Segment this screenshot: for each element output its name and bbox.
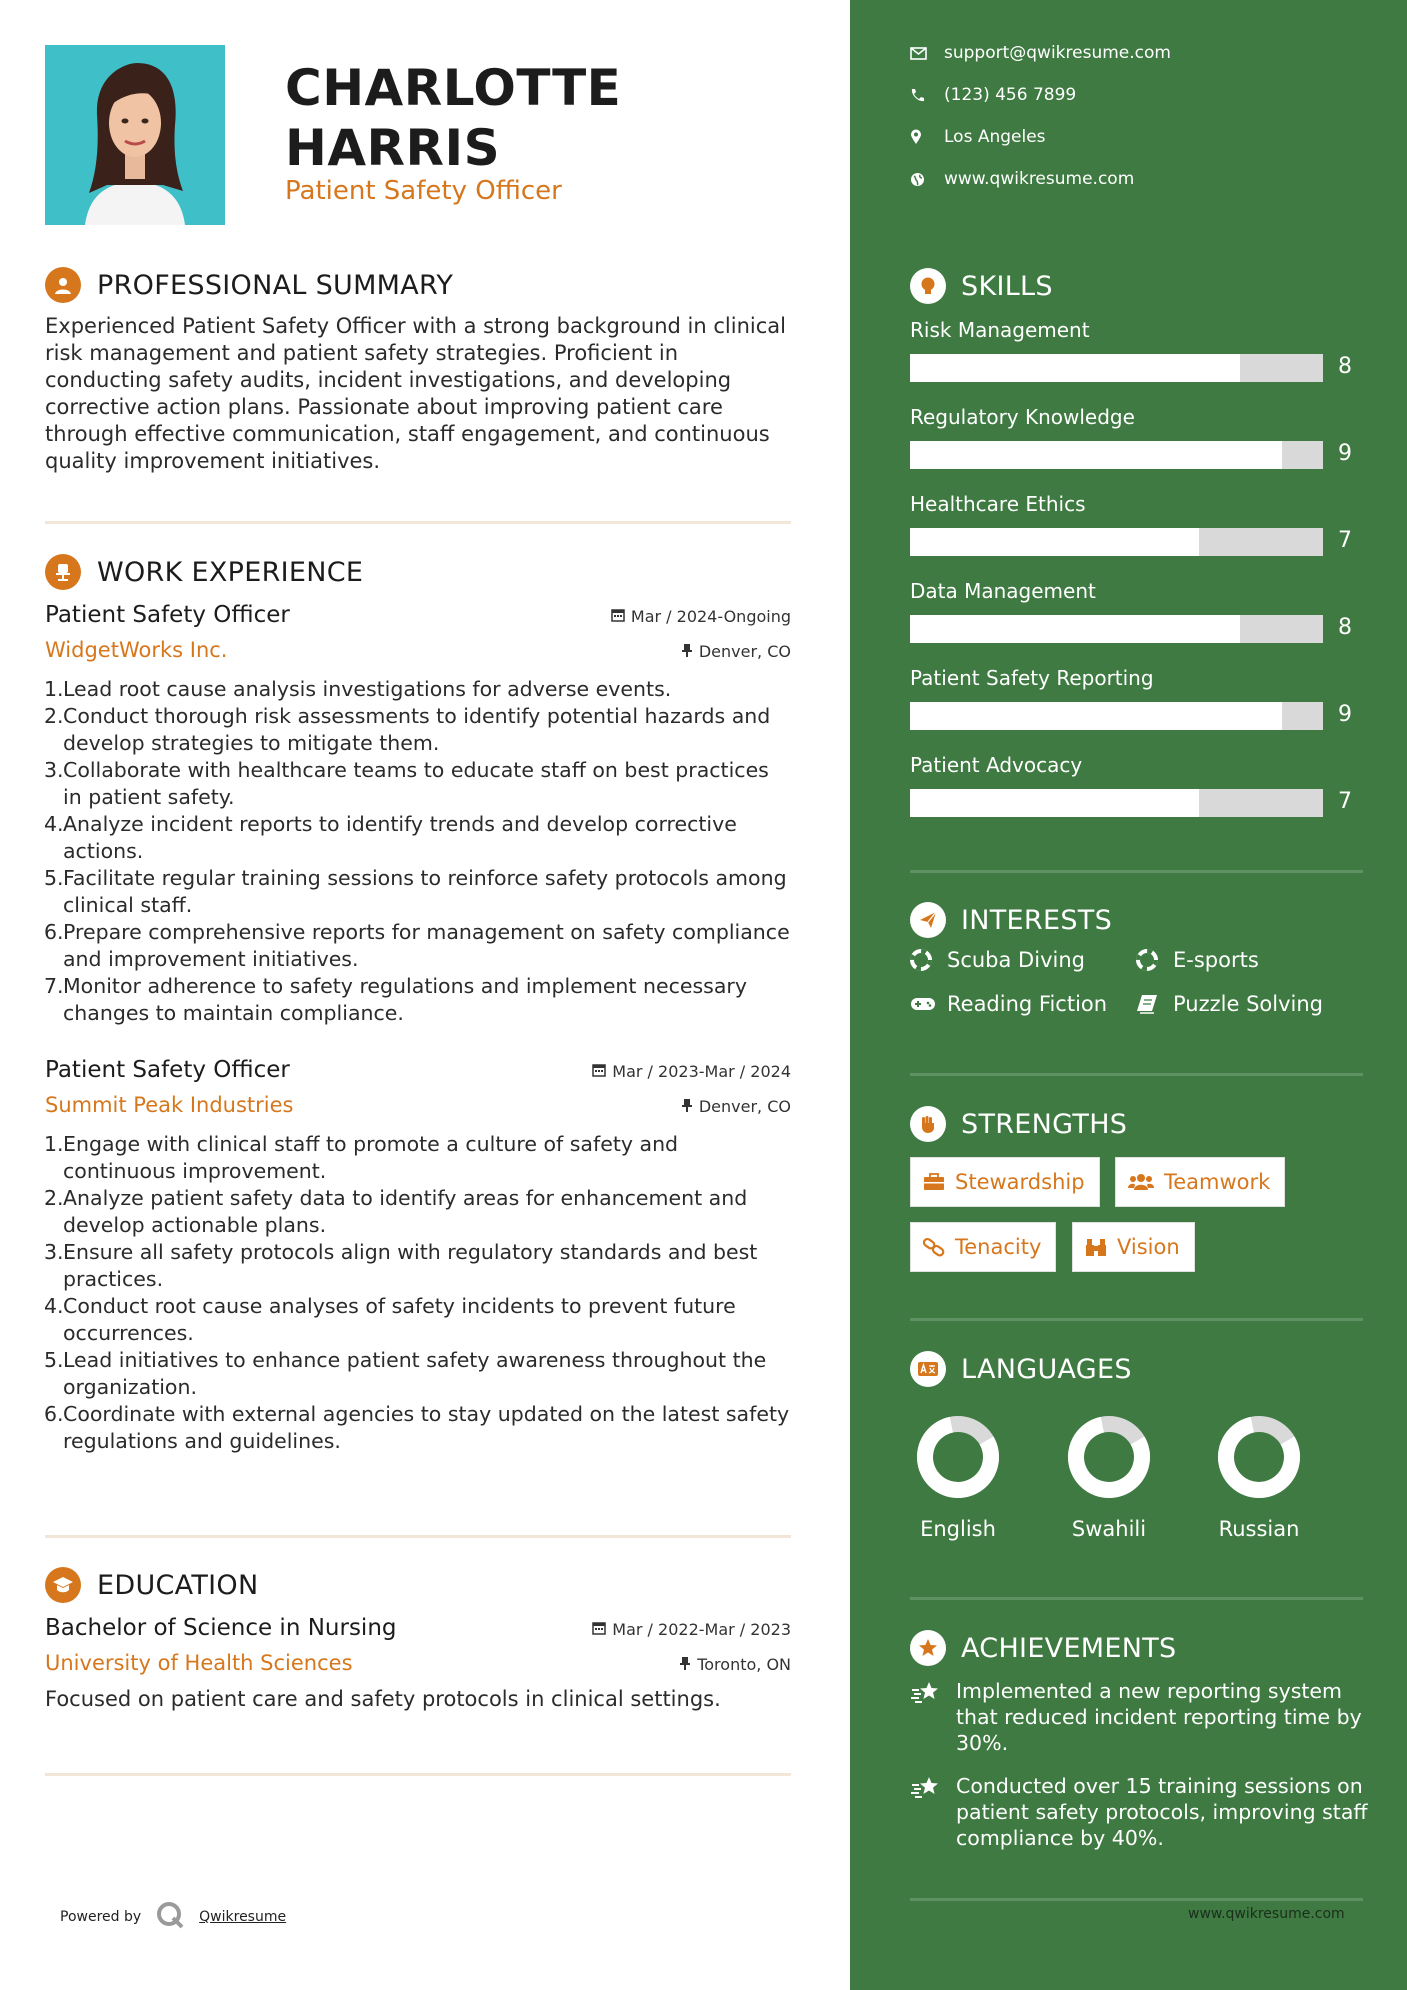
phone-icon [910, 88, 944, 103]
school: University of Health Sciences [45, 1651, 353, 1675]
link-icon [923, 1237, 945, 1257]
book-icon [1136, 994, 1173, 1014]
calendar-icon [592, 1062, 606, 1081]
divider [45, 521, 791, 524]
envelope-icon [910, 47, 944, 60]
skill-bar-fill [910, 702, 1282, 730]
graduation-cap-icon [45, 1567, 81, 1603]
skill-bar [910, 702, 1323, 730]
list-item: 7. Monitor adherence to safety regulations and implement necessary changes to maintain compliance. [44, 974, 747, 1025]
strength-badge: Teamwork [1115, 1157, 1285, 1207]
briefcase-icon [923, 1173, 945, 1191]
divider [45, 1535, 791, 1538]
pin-icon [681, 1097, 693, 1116]
language-ring [1217, 1415, 1301, 1499]
calendar-icon [611, 607, 625, 626]
list-item: 4. Conduct root cause analyses of safety incidents to prevent future occurrences. [44, 1294, 736, 1345]
job-title: Patient Safety Officer [45, 602, 290, 628]
divider [45, 1773, 791, 1776]
skill-bar [910, 354, 1323, 382]
list-item: 5. Lead initiatives to enhance patient safety awareness throughout the organization. [44, 1348, 767, 1399]
skill-label: Regulatory Knowledge [910, 405, 1135, 429]
star-badge-icon [910, 1630, 946, 1666]
skill-value: 9 [1338, 702, 1352, 727]
skill-bar [910, 789, 1323, 817]
candidate-title: Patient Safety Officer [285, 176, 562, 206]
profile-photo [45, 45, 225, 225]
lightbulb-icon [910, 268, 946, 304]
achievements-header [910, 1628, 1177, 1668]
list-item: 4. Analyze incident reports to identify trends and develop corrective actions. [44, 812, 737, 863]
job-date: Mar / 2024-Ongoing [611, 607, 791, 626]
achievement-item: Conducted over 15 training sessions on patient safety protocols, improving staff compliance by 40%. [910, 1773, 1370, 1851]
skill-bar-fill [910, 528, 1199, 556]
education-entry [45, 1615, 791, 1711]
language-icon [910, 1351, 946, 1387]
skill-label: Patient Safety Reporting [910, 666, 1154, 690]
globe-icon [910, 172, 944, 187]
skill-bar [910, 441, 1323, 469]
strengths-heading: STRENGTHS [961, 1108, 1128, 1140]
education-description: Focused on patient care and safety protocols in clinical settings. [45, 1687, 721, 1711]
list-item: 5. Facilitate regular training sessions to reinforce safety protocols among clinical staff. [44, 866, 787, 917]
skill-value: 9 [1338, 441, 1352, 466]
contact-website: www.qwikresume.com [910, 169, 1134, 189]
skill-bar [910, 528, 1323, 556]
language-ring [916, 1415, 1000, 1499]
interest-item: E-sports [1136, 948, 1259, 972]
list-item: 2. Conduct thorough risk assessments to identify potential hazards and develop strategies to mitigate them. [44, 704, 771, 755]
languages-heading: LANGUAGES [961, 1353, 1132, 1385]
strengths-header [910, 1104, 1127, 1144]
job-company: WidgetWorks Inc. [45, 638, 228, 662]
skill-label: Risk Management [910, 318, 1090, 342]
achievements-heading: ACHIEVEMENTS [961, 1632, 1177, 1664]
language-name: Swahili [1071, 1517, 1147, 1541]
name-line-2: HARRIS [285, 119, 501, 177]
strength-badge: Vision [1072, 1222, 1195, 1272]
strength-badge: Stewardship [910, 1157, 1100, 1207]
list-item: 3. Collaborate with healthcare teams to educate staff on best practices in patient safety. [44, 758, 769, 809]
sidebar [850, 0, 1407, 1990]
user-icon [45, 267, 81, 303]
interests-header [910, 900, 1112, 940]
shooting-star-icon [910, 1678, 956, 1756]
skill-bar-fill [910, 789, 1199, 817]
gamepad-icon [910, 996, 947, 1012]
summary-text: Experienced Patient Safety Officer with a strong background in clinical risk management and patient safety strategies. Proficient in conducting safety audits, incident investigations, and developing corrective action plans. Passionate about improving patient care through effective communication, staff engagement, and continuous quality improvement initiatives. [45, 314, 786, 473]
divider [910, 1318, 1363, 1321]
skill-bar-fill [910, 354, 1240, 382]
job-title: Patient Safety Officer [45, 1057, 290, 1083]
strength-badge: Tenacity [910, 1222, 1056, 1272]
skill-bar-fill [910, 441, 1282, 469]
language-item [908, 1415, 1008, 1541]
experience-heading: WORK EXPERIENCE [97, 556, 364, 588]
job-duties [45, 676, 791, 1027]
skill-value: 7 [1338, 528, 1352, 553]
job-location: Denver, CO [681, 642, 791, 661]
binoculars-icon [1085, 1237, 1107, 1257]
life-ring-icon [1136, 949, 1173, 971]
list-item: 2. Analyze patient safety data to identify areas for enhancement and develop actionable plans. [44, 1186, 748, 1237]
brand-link[interactable]: Qwikresume [199, 1909, 287, 1925]
users-icon [1128, 1173, 1154, 1191]
language-ring [1067, 1415, 1151, 1499]
interest-item: Scuba Diving [910, 948, 1085, 972]
pin-icon [679, 1655, 691, 1674]
skill-value: 8 [1338, 615, 1352, 640]
interest-item: Reading Fiction [910, 992, 1107, 1016]
fist-icon [910, 1106, 946, 1142]
summary-heading: PROFESSIONAL SUMMARY [97, 269, 454, 301]
skill-label: Patient Advocacy [910, 753, 1083, 777]
list-item: 6. Prepare comprehensive reports for management on safety compliance and improvement initiatives. [44, 920, 790, 971]
interests-heading: INTERESTS [961, 904, 1113, 936]
languages-header [910, 1349, 1132, 1389]
list-item: 1. Engage with clinical staff to promote a culture of safety and continuous improvement. [44, 1132, 679, 1183]
education-location: Toronto, ON [679, 1655, 791, 1674]
shooting-star-icon [910, 1773, 956, 1851]
divider [910, 870, 1363, 873]
map-marker-icon [910, 129, 944, 145]
list-item: 3. Ensure all safety protocols align with regulatory standards and best practices. [44, 1240, 758, 1291]
contact-phone: (123) 456 7899 [910, 85, 1076, 105]
powered-by [60, 1900, 286, 1934]
powered-by-label: Powered by [60, 1909, 142, 1925]
skill-bar [910, 615, 1323, 643]
job-company: Summit Peak Industries [45, 1093, 294, 1117]
divider [910, 1073, 1363, 1076]
experience-section [45, 552, 791, 1455]
language-item [1209, 1415, 1309, 1541]
degree: Bachelor of Science in Nursing [45, 1615, 397, 1641]
skill-bar-fill [910, 615, 1240, 643]
qwikresume-logo-icon [155, 1900, 185, 1934]
language-name: English [920, 1517, 996, 1541]
skills-heading: SKILLS [961, 270, 1053, 302]
divider [910, 1898, 1363, 1901]
candidate-name [285, 58, 621, 178]
portrait-image [45, 45, 225, 225]
summary-section [45, 265, 791, 475]
skill-value: 7 [1338, 789, 1352, 814]
achievement-item: Implemented a new reporting system that reduced incident reporting time by 30%. [910, 1678, 1370, 1756]
list-item: 6. Coordinate with external agencies to stay updated on the latest safety regulations and guidelines. [44, 1402, 790, 1453]
interest-item: Puzzle Solving [1136, 992, 1323, 1016]
office-chair-icon [45, 554, 81, 590]
skill-label: Healthcare Ethics [910, 492, 1086, 516]
contact-location: Los Angeles [910, 127, 1046, 147]
skills-header [910, 266, 1053, 306]
job-date: Mar / 2023-Mar / 2024 [592, 1062, 791, 1081]
contact-email: support@qwikresume.com [910, 43, 1171, 63]
education-heading: EDUCATION [97, 1569, 259, 1601]
skill-label: Data Management [910, 579, 1096, 603]
paper-plane-icon [910, 902, 946, 938]
skill-value: 8 [1338, 354, 1352, 379]
education-section [45, 1565, 791, 1711]
language-item [1059, 1415, 1159, 1541]
list-item: 1. Lead root cause analysis investigations for adverse events. [44, 677, 672, 701]
language-name: Russian [1218, 1517, 1300, 1541]
job-entry [45, 1057, 791, 1455]
education-date: Mar / 2022-Mar / 2023 [592, 1620, 791, 1639]
job-duties [45, 1131, 791, 1455]
footer-url[interactable]: www.qwikresume.com [1188, 1906, 1345, 1922]
calendar-icon [592, 1620, 606, 1639]
divider [910, 1597, 1363, 1600]
job-location: Denver, CO [681, 1097, 791, 1116]
pin-icon [681, 642, 693, 661]
name-line-1: CHARLOTTE [285, 59, 622, 117]
life-ring-icon [910, 949, 947, 971]
job-entry [45, 602, 791, 1027]
